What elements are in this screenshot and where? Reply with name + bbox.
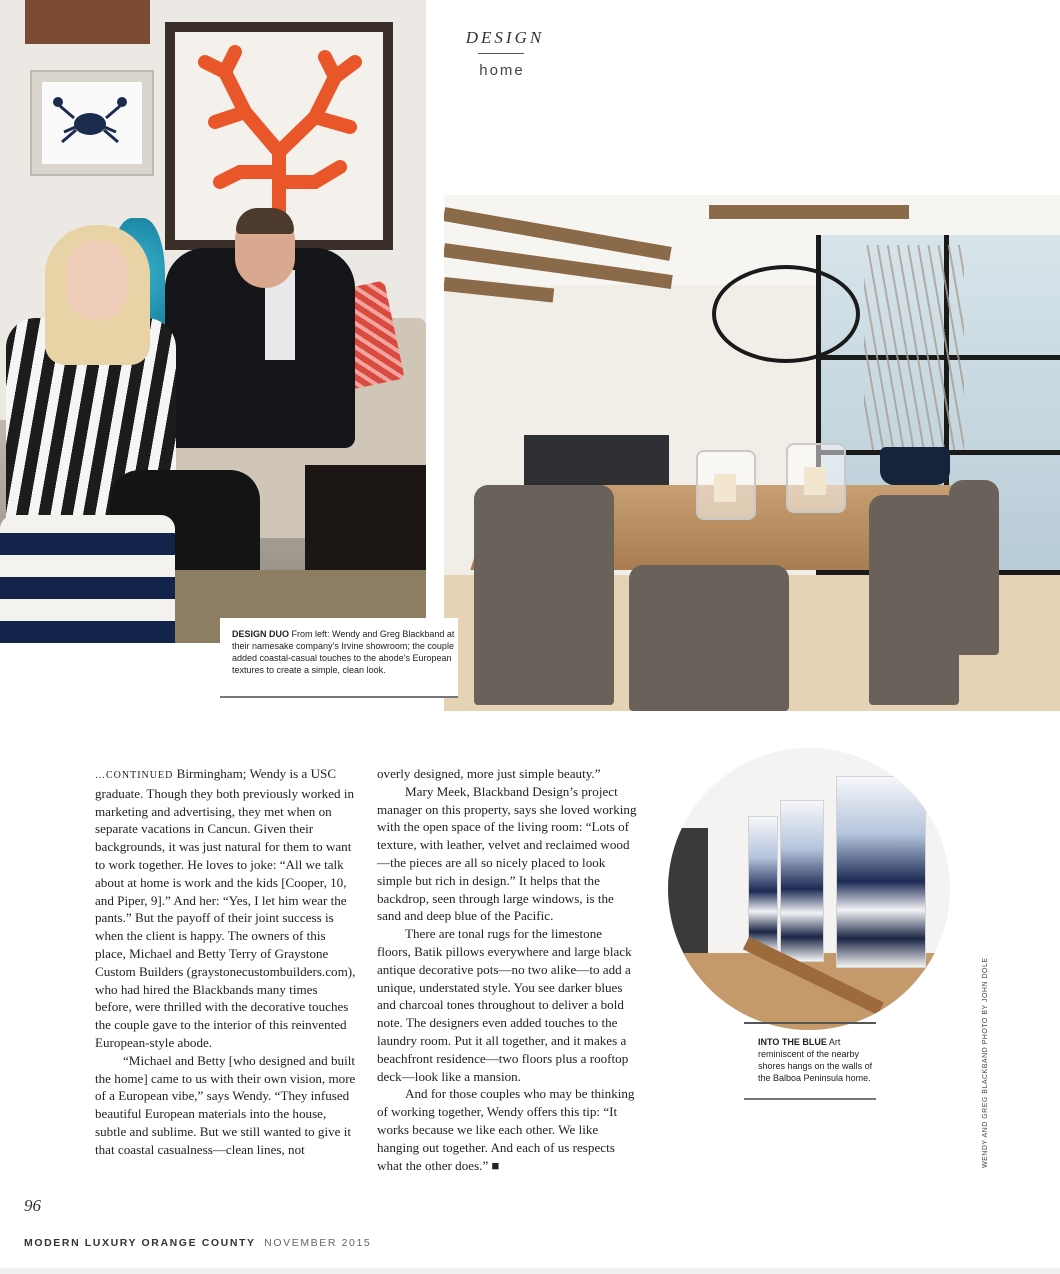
couple-portrait-photo [0, 0, 426, 643]
paragraph: And for those couples who may be thinking of working together, Wendy offers this tip: “It works because we like each other. We like hanging out together. And each of us respects what the other does.” ■ [377, 1086, 635, 1173]
caption-text: Art reminiscent of the nearby shores hangs on the walls of the Balboa Peninsula home. [758, 1037, 873, 1083]
caption-label: INTO THE BLUE [758, 1037, 827, 1047]
footer [24, 1237, 371, 1249]
paragraph: Mary Meek, Blackband Design’s project manager on this property, says she loved working with the open space of the living room: “Lots of texture, with leather, velvet and reclaimed wood—the pieces are all so nicely placed to look simple but rich in design.” It helps that the backdrop, seen through large windows, is the sand and deep blue of the Pacific. [377, 783, 637, 924]
publication-name: MODERN LUXURY ORANGE COUNTY [24, 1237, 256, 1249]
continued-marker: …CONTINUED [95, 770, 174, 781]
paragraph: “Michael and Betty [who designed and built the home] came to us with their own vision, more of a European vibe,” says Wendy. “They infused beautiful European materials into the house, subtle and sublime. But we still wanted to give it that coastal casualness—clean lines, not [95, 1052, 356, 1157]
blue-art-photo [668, 748, 950, 1030]
photo-credit: WENDY AND GREG BLACKBAND PHOTO BY JOHN DOLE [982, 957, 989, 1168]
page-number: 96 [24, 1196, 41, 1215]
paragraph: overly designed, more just simple beauty.” [377, 766, 601, 781]
caption-label: DESIGN DUO [232, 629, 290, 639]
section-title: DESIGN [465, 28, 545, 47]
chandelier [712, 265, 860, 363]
section-subtitle: home [479, 62, 525, 79]
dining-room-photo [444, 195, 1060, 711]
article-column-2 [377, 765, 639, 1174]
article-column-1 [95, 765, 357, 1159]
into-the-blue-caption [744, 1022, 876, 1100]
design-duo-caption [220, 618, 458, 698]
crab-print [30, 70, 154, 176]
section-divider [478, 53, 524, 54]
caption-text: From left: Wendy and Greg Blackband at their namesake company’s Irvine showroom; the couple added coastal-casual touches to the abode’s European textures to create a simple, clean look. [232, 629, 455, 675]
page-edge [0, 1268, 1060, 1274]
paragraph: Birmingham; Wendy is a USC graduate. Though they both previously worked in marketing and advertising, they met when on separate vacations in Cancun. Given their backgrounds, it was just natural for them to want to work together. He loves to joke: “All we talk about at home is work and the kids [Cooper, 10, and Piper, 9].” And her: “Yes, I let him wear the pants.” But the payoff of their joint success is when the client is happy. The owners of this place, Michael and Betty Terry of Graystone Custom Builders (graystonecustombuilders.com), who had hired the Blackbands many times before, were thrilled with the decorative touches the couple gave to the interior of this reinvented European-style abode. [95, 766, 356, 1050]
paragraph: There are tonal rugs for the limestone floors, Batik pillows everywhere and large black antique decorative pots—no two alike—to add a unique, understated style. You see darker blues and charcoal tones throughout to deliver a bold note. The designers even added touches to the laundry room. Put it all together, and it makes a beachfront residence—two floors plus a rooftop deck—look like a mansion. [377, 926, 632, 1084]
issue-date: NOVEMBER 2015 [264, 1237, 372, 1249]
